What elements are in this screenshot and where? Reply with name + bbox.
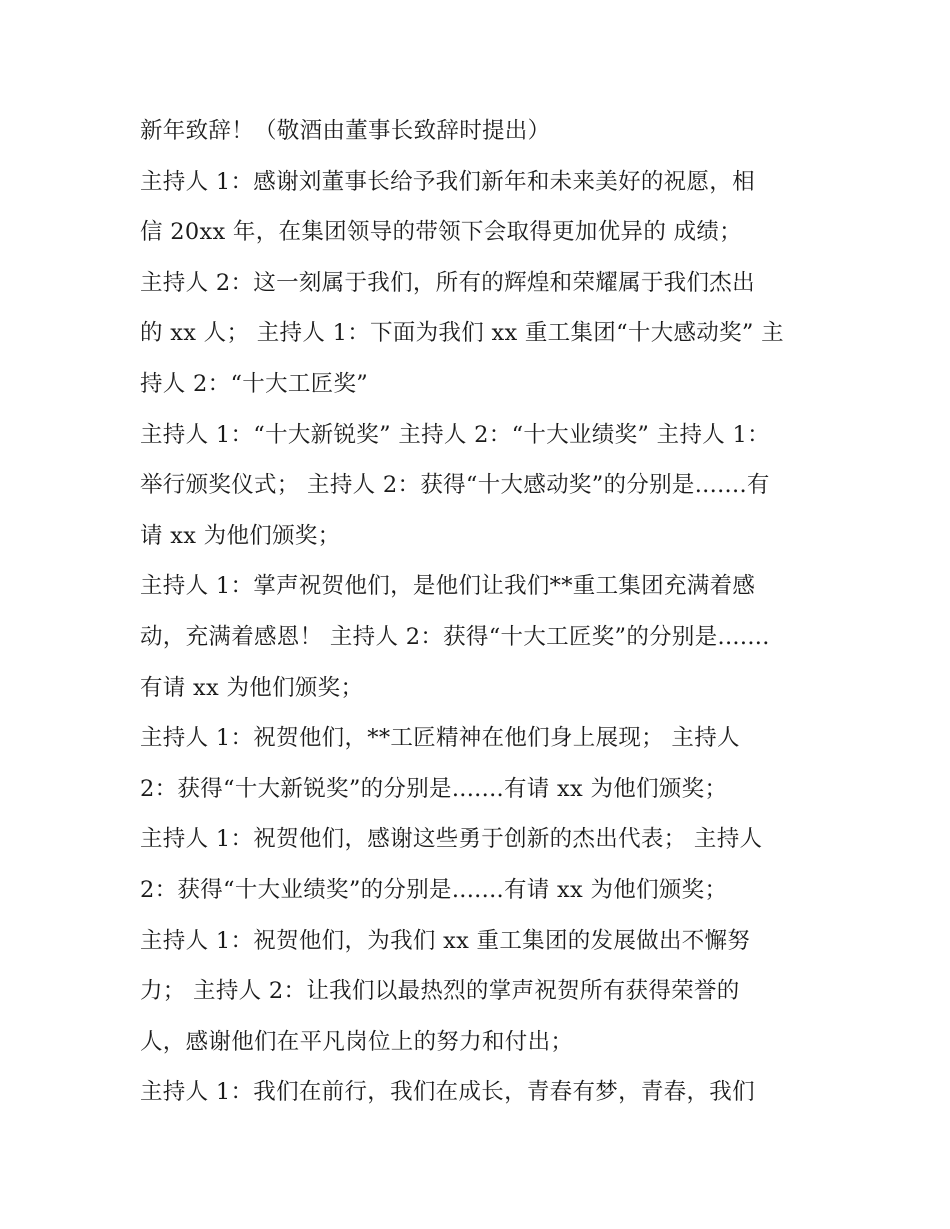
text-line: 主持人 2：这一刻属于我们，所有的辉煌和荣耀属于我们杰出 <box>140 269 755 296</box>
text-line: 主持人 1：“十大新锐奖” 主持人 2：“十大业绩奖” 主持人 1： <box>140 421 770 448</box>
text-line: 信 20xx 年，在集团领导的带领下会取得更加优异的 成绩； <box>140 219 742 246</box>
text-line: 主持人 1：祝贺他们，为我们 xx 重工集团的发展做出不懈努 <box>140 927 751 954</box>
text-line: 2：获得“十大业绩奖”的分别是.......有请 xx 为他们颁奖； <box>140 876 728 903</box>
text-line: 的 xx 人； 主持人 1：下面为我们 xx 重工集团“十大感动奖” 主 <box>140 320 784 347</box>
text-line: 人，感谢他们在平凡岗位上的努力和付出； <box>140 1028 574 1055</box>
text-line: 主持人 1：祝贺他们，**工匠精神在他们身上展现； 主持人 <box>140 725 740 752</box>
text-line: 举行颁奖仪式； 主持人 2：获得“十大感动奖”的分别是.......有 <box>140 472 770 499</box>
text-line: 主持人 1：感谢刘董事长给予我们新年和未来美好的祝愿，相 <box>140 168 755 195</box>
text-line: 主持人 1：掌声祝贺他们，是他们让我们**重工集团充满着感 <box>140 573 756 600</box>
text-line: 主持人 1：我们在前行，我们在成长，青春有梦，青春，我们 <box>140 1079 755 1106</box>
text-line: 2：获得“十大新锐奖”的分别是.......有请 xx 为他们颁奖； <box>140 775 728 802</box>
text-line: 主持人 1：祝贺他们，感谢这些勇于创新的杰出代表； 主持人 <box>140 826 763 853</box>
text-line: 力； 主持人 2：让我们以最热烈的掌声祝贺所有获得荣誉的 <box>140 978 740 1005</box>
text-line: 有请 xx 为他们颁奖； <box>140 674 364 701</box>
text-line: 持人 2：“十大工匠奖” <box>140 370 369 397</box>
text-line: 动，充满着感恩！ 主持人 2：获得“十大工匠奖”的分别是....... <box>140 623 770 650</box>
text-line: 新年致辞！（敬酒由董事长致辞时提出） <box>140 118 551 144</box>
text-line: 请 xx 为他们颁奖； <box>140 522 341 549</box>
document-body <box>140 106 820 1118</box>
